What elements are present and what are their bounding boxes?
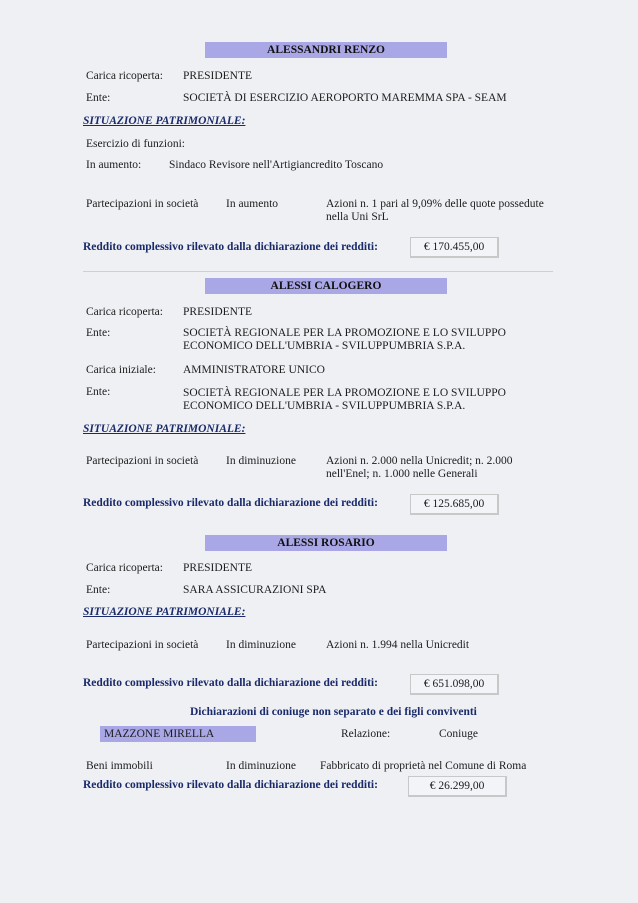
- person2-reddito-label: Reddito complessivo rilevato dalla dichiarazione dei redditi:: [83, 497, 378, 509]
- person2-partecipazioni-label: Partecipazioni in società: [86, 455, 199, 467]
- person3-carica-label: Carica ricoperta:: [86, 562, 163, 574]
- person1-esercizio-label: Esercizio di funzioni:: [86, 138, 185, 150]
- person2-ente-value: SOCIETÀ REGIONALE PER LA PROMOZIONE E LO SVILUPPO ECONOMICO DELL'UMBRIA - SVILUPPUMBRIA S.P.A.: [183, 327, 506, 352]
- person3-partecipazioni-desc: Azioni n. 1.994 nella Unicredit: [326, 639, 470, 651]
- person3-situazione-heading: SITUAZIONE PATRIMONIALE:: [83, 606, 246, 618]
- coniuge-reddito-label: Reddito complessivo rilevato dalla dichiarazione dei redditi:: [83, 779, 378, 791]
- person3-ente-label: Ente:: [86, 584, 111, 596]
- person2-carica-iniziale-value: AMMINISTRATORE UNICO: [183, 364, 325, 376]
- person3-name-bar: [205, 535, 447, 551]
- person1-partecipazioni-direction: In aumento: [226, 198, 279, 210]
- person3-partecipazioni-label: Partecipazioni in società: [86, 639, 199, 651]
- person3-reddito-value: € 651.098,00: [410, 674, 499, 695]
- person2-name-bar: [205, 278, 447, 294]
- person3-partecipazioni-direction: In diminuzione: [226, 639, 296, 651]
- section-divider: [83, 271, 553, 272]
- coniuge-name: MAZZONE MIRELLA: [104, 728, 215, 740]
- relazione-label: Relazione:: [341, 728, 391, 740]
- beni-label: Beni immobili: [86, 760, 153, 772]
- person1-ente-label: Ente:: [86, 92, 111, 104]
- person3-carica-value: PRESIDENTE: [183, 562, 252, 574]
- person2-carica-label: Carica ricoperta:: [86, 306, 163, 318]
- dichiarazioni-heading: Dichiarazioni di coniuge non separato e dei figli conviventi: [190, 706, 477, 718]
- person2-situazione-heading: SITUAZIONE PATRIMONIALE:: [83, 423, 246, 435]
- coniuge-name-bar: [100, 726, 256, 742]
- person1-name-bar: [205, 42, 447, 58]
- person2-ente-label: Ente:: [86, 327, 111, 339]
- person1-partecipazioni-label: Partecipazioni in società: [86, 198, 199, 210]
- person2-partecipazioni-desc: Azioni n. 2.000 nella Unicredit; n. 2.000 nell'Enel; n. 1.000 nelle Generali: [326, 455, 513, 480]
- person3-reddito-label: Reddito complessivo rilevato dalla dichiarazione dei redditi:: [83, 677, 378, 689]
- person2-carica-iniziale-label: Carica iniziale:: [86, 364, 156, 376]
- person3-ente-value: SARA ASSICURAZIONI SPA: [183, 584, 327, 596]
- person2-carica-value: PRESIDENTE: [183, 306, 252, 318]
- beni-direction: In diminuzione: [226, 760, 296, 772]
- person2-ente2-label: Ente:: [86, 386, 111, 398]
- person1-ente-value: SOCIETÀ DI ESERCIZIO AEROPORTO MAREMMA SPA - SEAM: [183, 92, 507, 104]
- person2-reddito-value: € 125.685,00: [410, 494, 499, 515]
- person1-name: ALESSANDRI RENZO: [267, 44, 385, 56]
- person3-name: ALESSI ROSARIO: [277, 537, 375, 549]
- person1-in-aumento-label: In aumento:: [86, 159, 142, 171]
- person1-reddito-label: Reddito complessivo rilevato dalla dichiarazione dei redditi:: [83, 241, 378, 253]
- person1-situazione-heading: SITUAZIONE PATRIMONIALE:: [83, 115, 246, 127]
- person1-reddito-value: € 170.455,00: [410, 237, 499, 258]
- relazione-value: Coniuge: [439, 728, 478, 740]
- person1-carica-value: PRESIDENTE: [183, 70, 252, 82]
- person2-ente2-value: SOCIETÀ REGIONALE PER LA PROMOZIONE E LO SVILUPPO ECONOMICO DELL'UMBRIA - SVILUPPUMBRIA S.P.A.: [183, 387, 506, 412]
- beni-desc: Fabbricato di proprietà nel Comune di Roma: [320, 760, 527, 772]
- person2-partecipazioni-direction: In diminuzione: [226, 455, 296, 467]
- person1-esercizio-value: Sindaco Revisore nell'Artigiancredito Toscano: [169, 159, 384, 171]
- coniuge-reddito-value: € 26.299,00: [408, 776, 507, 797]
- person1-partecipazioni-desc: Azioni n. 1 pari al 9,09% delle quote possedute nella Uni SrL: [326, 198, 544, 223]
- person2-name: ALESSI CALOGERO: [270, 280, 382, 292]
- person1-carica-label: Carica ricoperta:: [86, 70, 163, 82]
